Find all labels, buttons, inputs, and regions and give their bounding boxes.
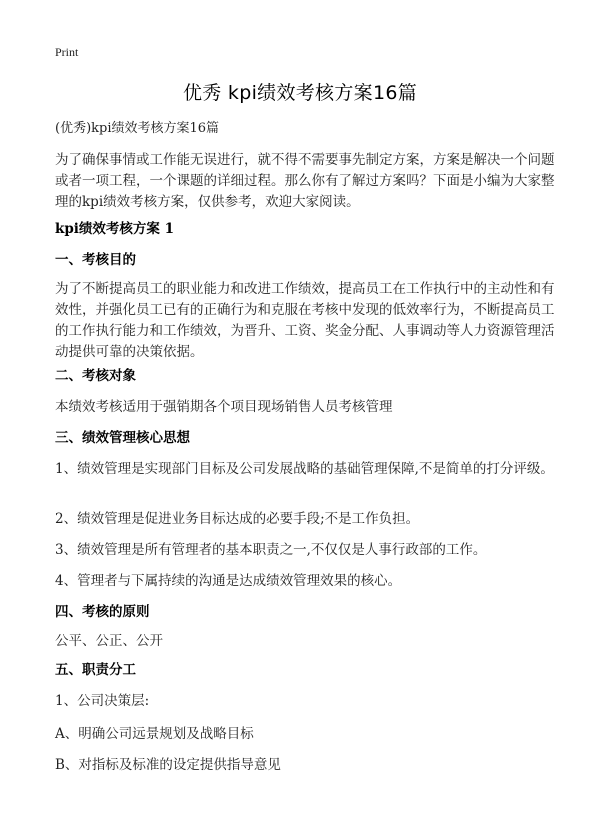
section-text-principles: 公平、公正、公开 [55,633,163,649]
list-item-core-idea-1: 1、绩效管理是实现部门目标及公司发展战略的基础管理保障,不是简单的打分评级。 [55,461,554,477]
list-item-core-idea-2: 2、绩效管理是促进业务目标达成的必要手段;不是工作负担。 [55,511,420,527]
list-item-core-idea-4: 4、管理者与下属持续的沟通是达成绩效管理效果的核心。 [55,573,402,589]
section-text-purpose: 为了不断提高员工的职业能力和改进工作绩效，提高员工在工作执行中的主动性和有效性，并强化员工已有的正确行为和克服在考核中发现的低效率行为，不断提高员工的工作执行能力和工作绩效，为晋升、工资、奖金分配、人事调动等人力资源管理活动提供可靠的决策依据。 [55,281,555,360]
section-heading-target: 二、考核对象 [55,368,136,384]
print-label[interactable]: Print [55,45,79,59]
duties-item-b: B、对指标及标准的设定提供指导意见 [55,757,281,773]
plan-heading: kpi绩效考核方案 1 [55,221,175,237]
duties-item-a: A、明确公司远景规划及战略目标 [55,726,254,742]
section-heading-principles: 四、考核的原则 [55,604,150,620]
section-heading-duties: 五、职责分工 [55,662,136,678]
section-text-target: 本绩效考核适用于强销期各个项目现场销售人员考核管理 [55,399,393,415]
section-heading-core-idea: 三、绩效管理核心思想 [55,430,190,446]
intro-paragraph: 为了确保事情或工作能无误进行，就不得不需要事先制定方案，方案是解决一个问题或者一项工程，一个课题的详细过程。那么你有了解过方案吗？下面是小编为大家整理的kpi绩效考核方案，仅供参考，欢迎大家阅读。 [55,152,555,210]
duties-subheading: 1、公司决策层: [55,693,150,709]
section-heading-purpose: 一、考核目的 [55,252,136,268]
document-subtitle: (优秀)kpi绩效考核方案16篇 [55,121,220,136]
list-item-core-idea-3: 3、绩效管理是所有管理者的基本职责之一,不仅仅是人事行政部的工作。 [55,542,487,558]
document-title: 优秀 kpi绩效考核方案16篇 [182,82,418,104]
